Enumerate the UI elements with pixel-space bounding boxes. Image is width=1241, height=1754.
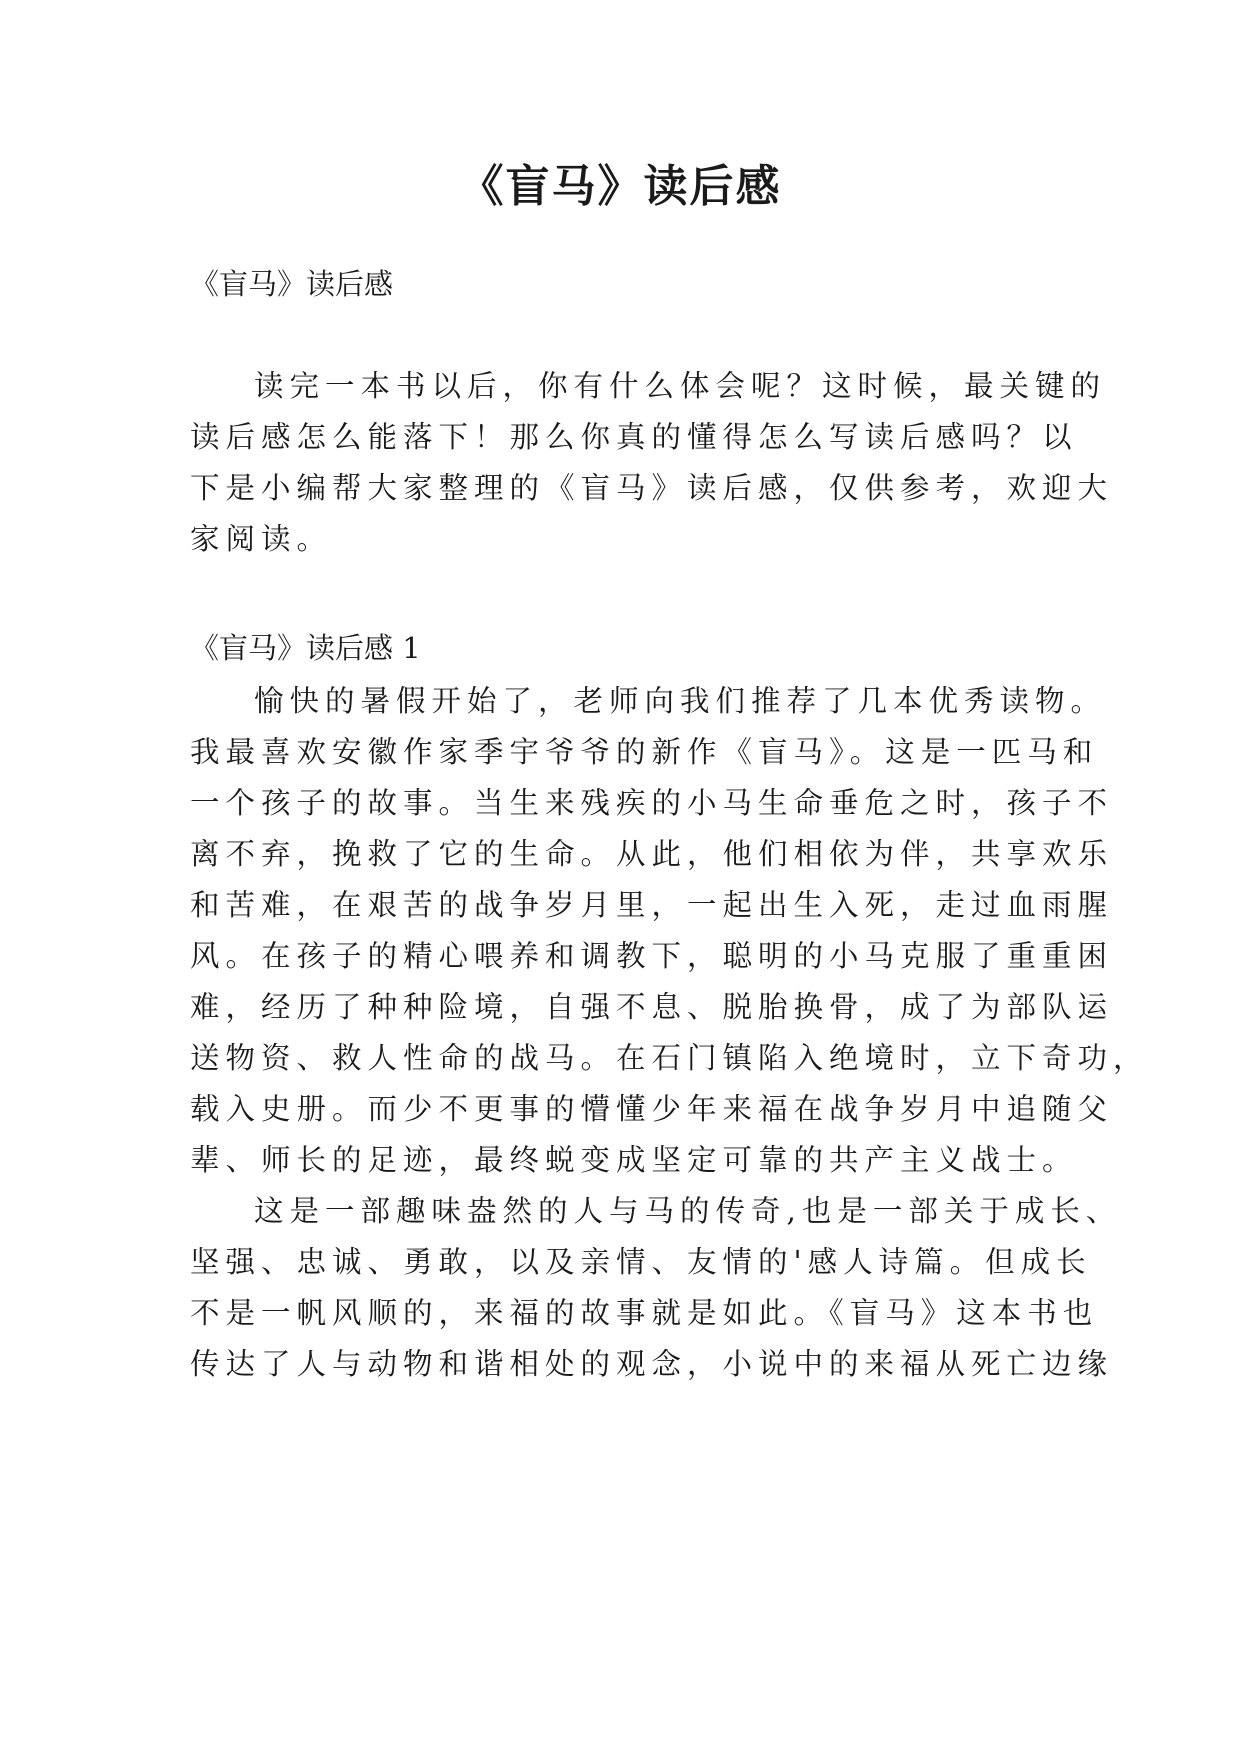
body-line: 坚强、忠诚、勇敢，以及亲情、友情的'感人诗篇。但成长: [190, 1245, 1092, 1279]
body-line: 一个孩子的故事。当生来残疾的小马生命垂危之时，孩子不: [190, 786, 1114, 820]
intro-line: 下是小编帮大家整理的《盲马》读后感，仅供参考，欢迎大: [190, 471, 1114, 505]
body-line: 难，经历了种种险境，自强不息、脱胎换骨，成了为部队运: [190, 990, 1114, 1024]
body-line: 这是一部趣味盎然的人与马的传奇,也是一部关于成长、: [254, 1194, 1122, 1228]
body-line: 不是一帆风顺的，来福的故事就是如此。《盲马》这本书也: [190, 1296, 1099, 1330]
body-line: 传达了人与动物和谐相处的观念，小说中的来福从死亡边缘: [190, 1347, 1114, 1381]
document-subtitle: 《盲马》读后感: [190, 267, 394, 301]
body-line: 离不弃，挽救了它的生命。从此，他们相依为伴，共享欢乐: [190, 837, 1114, 871]
body-line: 我最喜欢安徽作家季宇爷爷的新作《盲马》。这是一匹马和: [190, 735, 1099, 769]
body-line: 送物资、救人性命的战马。在石门镇陷入绝境时，立下奇功，: [190, 1041, 1149, 1075]
document-title: 《盲马》读后感: [459, 161, 782, 212]
body-line: 愉快的暑假开始了，老师向我们推荐了几本优秀读物。: [254, 684, 1107, 718]
section-heading: 《盲马》读后感 1: [190, 631, 421, 665]
body-line: 辈、师长的足迹，最终蜕变成坚定可靠的共产主义战士。: [190, 1143, 1078, 1177]
body-line: 风。在孩子的精心喂养和调教下，聪明的小马克服了重重困: [190, 939, 1114, 973]
body-line: 载入史册。而少不更事的懵懂少年来福在战争岁月中追随父: [190, 1092, 1114, 1126]
intro-line: 读完一本书以后，你有什么体会呢？这时候，最关键的: [254, 369, 1107, 403]
intro-line: 读后感怎么能落下！那么你真的懂得怎么写读后感吗？以: [190, 420, 1078, 454]
body-line: 和苦难，在艰苦的战争岁月里，一起出生入死，走过血雨腥: [190, 888, 1114, 922]
intro-line: 家阅读。: [190, 522, 333, 556]
